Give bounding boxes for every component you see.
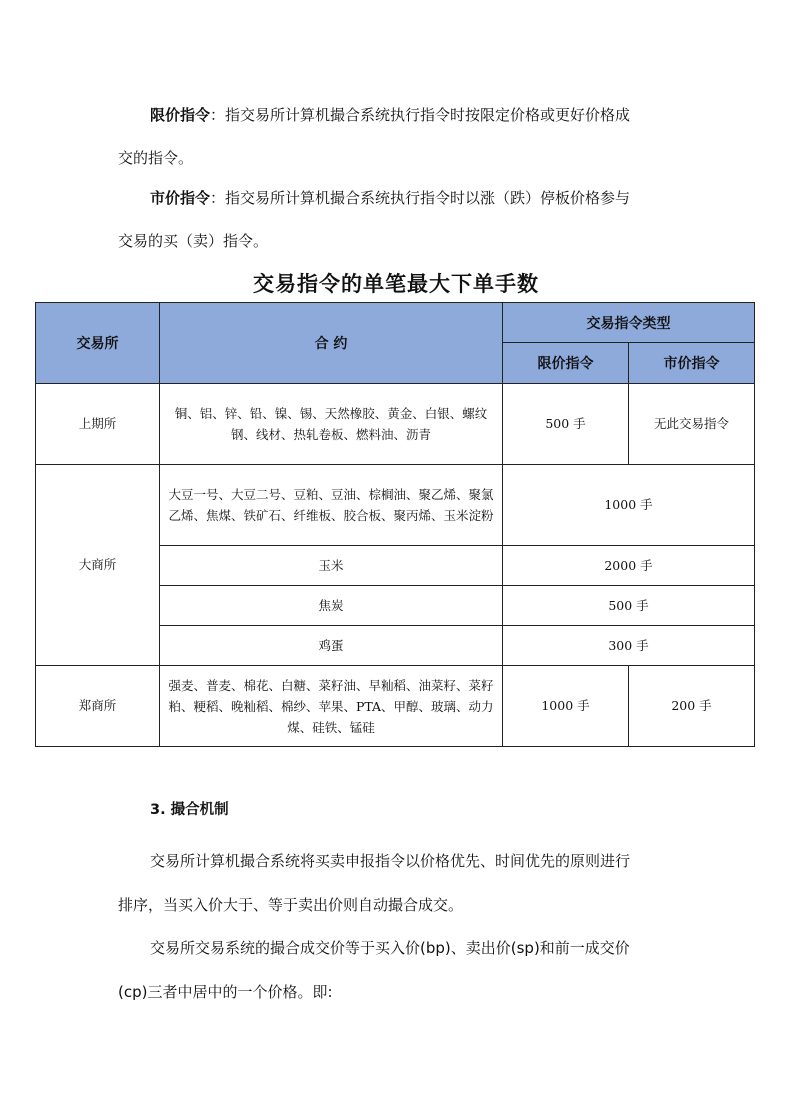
limit-czce: 1000 手 <box>503 666 629 747</box>
contract-dce-1: 大豆一号、大豆二号、豆粕、豆油、棕榈油、聚乙烯、聚氯乙烯、焦煤、铁矿石、纤维板、胶合板、聚丙烯、玉米淀粉 <box>160 465 503 546</box>
value-dce-1: 1000 手 <box>503 465 755 546</box>
exchange-dce: 大商所 <box>36 465 160 666</box>
header-limit-order: 限价指令 <box>503 343 629 384</box>
matching-paragraph-2-line1: 交易所交易系统的撮合成交价等于买入价(bp)、卖出价(sp)和前一成交价 <box>150 939 630 957</box>
contract-dce-4: 鸡蛋 <box>160 626 503 666</box>
value-dce-2: 2000 手 <box>503 546 755 586</box>
order-limit-table <box>35 302 755 747</box>
market-order-definition-line2: 交易的买（卖）指令。 <box>118 232 269 250</box>
contract-shfe: 铜、铝、锌、铅、镍、锡、天然橡胶、黄金、白银、螺纹钢、线材、热轧卷板、燃料油、沥青 <box>160 384 503 465</box>
contract-czce: 强麦、普麦、棉花、白糖、菜籽油、早籼稻、油菜籽、菜籽粕、粳稻、晚籼稻、棉纱、苹果、PTA、甲醇、玻璃、动力煤、硅铁、锰硅 <box>160 666 503 747</box>
exchange-shfe: 上期所 <box>36 384 160 465</box>
table-row <box>36 384 755 465</box>
matching-paragraph-1-line1: 交易所计算机撮合系统将买卖申报指令以价格优先、时间优先的原则进行 <box>150 852 631 870</box>
section-heading: 3. 撮合机制 <box>150 802 229 818</box>
exchange-czce: 郑商所 <box>36 666 160 747</box>
contract-dce-3: 焦炭 <box>160 586 503 626</box>
market-order-text-1: 指交易所计算机撮合系统执行指令时以涨（跌）停板价格参与 <box>225 189 631 207</box>
limit-order-text-1: 指交易所计算机撮合系统执行指令时按限定价格或更好价格成 <box>225 106 631 124</box>
limit-shfe: 500 手 <box>503 384 629 465</box>
value-dce-3: 500 手 <box>503 586 755 626</box>
header-exchange: 交易所 <box>36 303 160 384</box>
matching-paragraph-2-line2: (cp)三者中居中的一个价格。即: <box>118 983 333 1001</box>
limit-order-colon: ： <box>210 106 226 124</box>
table-row <box>36 465 755 546</box>
table-title: 交易指令的单笔最大下单手数 <box>253 272 539 296</box>
market-order-term: 市价指令 <box>150 189 211 207</box>
header-market-order: 市价指令 <box>629 343 755 384</box>
market-shfe: 无此交易指令 <box>629 384 755 465</box>
limit-order-definition-line1 <box>118 104 710 126</box>
contract-dce-2: 玉米 <box>160 546 503 586</box>
table-row <box>36 666 755 747</box>
header-contract: 合 约 <box>160 303 503 384</box>
value-dce-4: 300 手 <box>503 626 755 666</box>
market-order-definition-line1 <box>118 187 710 209</box>
limit-order-term: 限价指令 <box>150 106 211 124</box>
market-czce: 200 手 <box>629 666 755 747</box>
matching-paragraph-1-line2: 排序，当买入价大于、等于卖出价则自动撮合成交。 <box>118 896 464 914</box>
limit-order-definition-line2: 交的指令。 <box>118 149 194 167</box>
header-order-type: 交易指令类型 <box>503 303 755 343</box>
market-order-colon: ： <box>210 189 226 207</box>
